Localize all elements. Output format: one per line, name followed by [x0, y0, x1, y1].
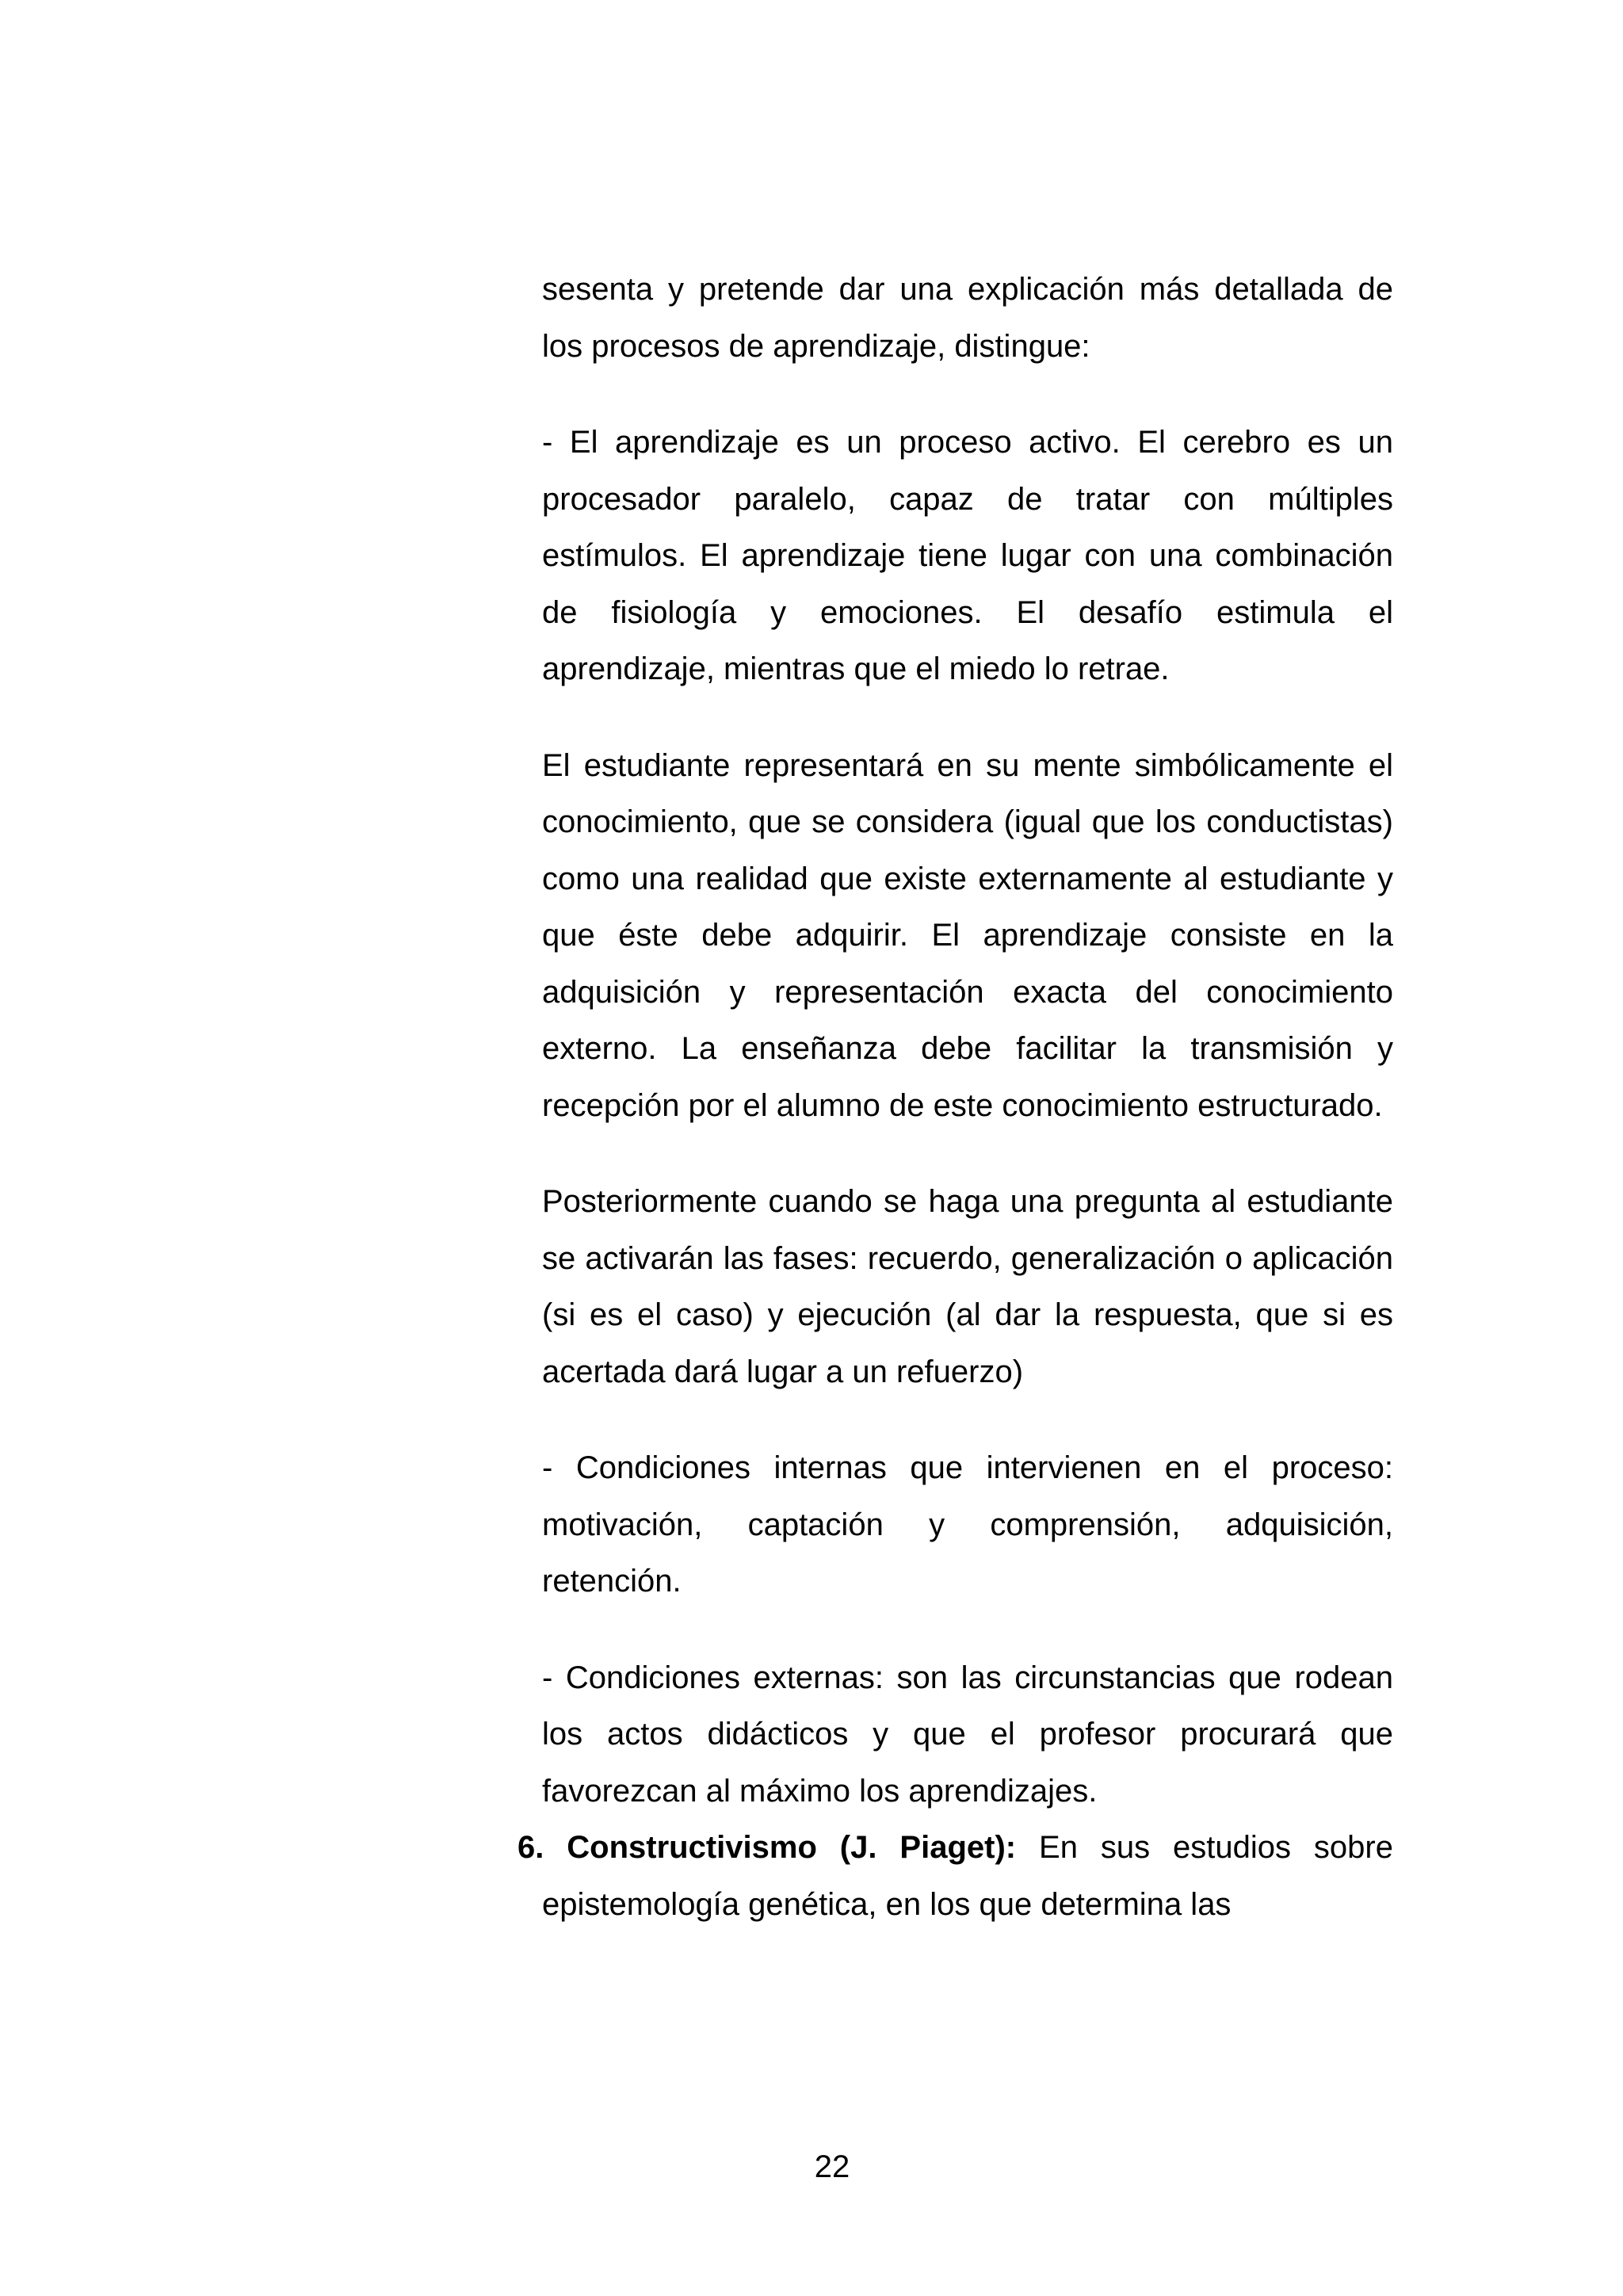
page-number: 22	[814, 2149, 850, 2184]
section-heading: Constructivismo (J. Piaget):	[567, 1830, 1017, 1865]
list-number: 6.	[517, 1830, 544, 1865]
paragraph-6: - Condiciones externas: son las circunstancias que rodean los actos didácticos y que el profesor procurará que favorezcan al máximo los aprendizajes.	[542, 1660, 1393, 1809]
paragraph-5: - Condiciones internas que intervienen en el proceso: motivación, captación y comprensión, adquisición, retención.	[542, 1450, 1393, 1599]
numbered-list-item-6	[517, 1820, 1393, 1933]
paragraph-3: El estudiante representará en su mente simbólicamente el conocimiento, que se considera (igual que los conductistas) como una realidad que existe externamente al estudiante y que éste debe adquirir. El aprendizaje consiste en la adquisición y representación exacta del conocimiento externo. La enseñanza debe facilitar la transmisión y recepción por el alumno de este conocimiento estructurado.	[542, 747, 1393, 1123]
paragraph-1: sesenta y pretende dar una explicación más detallada de los procesos de aprendizaje, distingue:	[542, 272, 1393, 364]
document-body	[517, 262, 1393, 1933]
paragraph-2: - El aprendizaje es un proceso activo. El cerebro es un procesador paralelo, capaz de tratar con múltiples estímulos. El aprendizaje tiene lugar con una combinación de fisiología y emociones. El desafío estimula el aprendizaje, mientras que el miedo lo retrae.	[542, 425, 1393, 686]
paragraph-4: Posteriormente cuando se haga una pregunta al estudiante se activarán las fases: recuerdo, generalización o aplicación (si es el caso) y ejecución (al dar la respuesta, que si es acertada dará lugar a un refuerzo)	[542, 1184, 1393, 1389]
list-item-text: En sus estudios sobre epistemología genética, en los que determina las	[542, 1830, 1393, 1922]
